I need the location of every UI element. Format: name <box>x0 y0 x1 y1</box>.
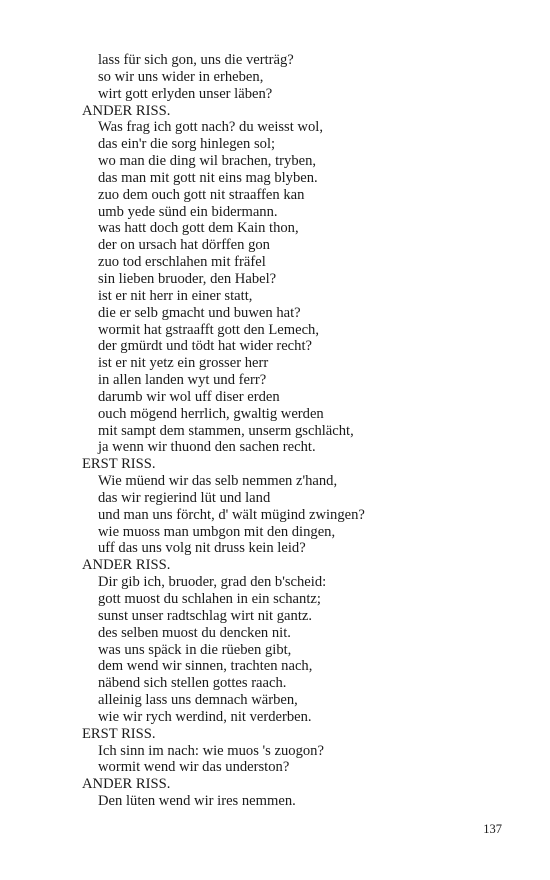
verse-line: Ich sinn im nach: wie muos 's zuogon? <box>98 742 324 759</box>
speaker-label: ANDER RISS. <box>82 557 171 574</box>
verse-line: zuo tod erschlahen mit fräfel <box>98 254 266 271</box>
verse-line: wormit wend wir das underston? <box>98 759 290 776</box>
verse-line: dem wend wir sinnen, trachten nach, <box>98 658 313 675</box>
verse-line: die er selb gmacht und buwen hat? <box>98 304 301 321</box>
verse-line: uff das uns volg nit druss kein leid? <box>98 540 306 557</box>
page-number: 137 <box>483 822 502 836</box>
verse-line: darumb wir wol uff diser erden <box>98 388 280 405</box>
verse-line: näbend sich stellen gottes raach. <box>98 675 287 692</box>
verse-line: was hatt doch gott dem Kain thon, <box>98 220 299 237</box>
verse-line: alleinig lass uns demnach wärben, <box>98 692 298 709</box>
verse-line: zuo dem ouch gott nit straaffen kan <box>98 186 305 203</box>
verse-line: ist er nit herr in einer statt, <box>98 287 253 304</box>
verse-line: sin lieben bruoder, den Habel? <box>98 270 277 287</box>
speaker-label: ANDER RISS. <box>82 776 171 793</box>
verse-line: mit sampt dem stammen, unserm gschlächt, <box>98 422 354 439</box>
verse-line: gott muost du schlahen in ein schantz; <box>98 591 321 607</box>
verse-line: Den lüten wend wir ires nemmen. <box>98 793 296 810</box>
verse-text <box>82 52 502 810</box>
verse-line: wie wir rych werdind, nit verderben. <box>98 708 312 725</box>
verse-line: des selben muost du dencken nit. <box>98 624 291 641</box>
verse-line: so wir uns wider in erheben, <box>98 68 264 85</box>
speaker-label: ERST RISS. <box>82 725 156 742</box>
verse-line: Wie müend wir das selb nemmen z'hand, <box>98 473 338 490</box>
verse-line: in allen landen wyt und ferr? <box>98 372 267 389</box>
verse-line: Was frag ich gott nach? du weisst wol, <box>98 119 323 136</box>
verse-line: wo man die ding wil brachen, tryben, <box>98 153 317 170</box>
verse-line: der gmürdt und tödt hat wider recht? <box>98 338 312 355</box>
speaker-label: ANDER RISS. <box>82 102 171 119</box>
verse-line: ouch mögend herrlich, gwaltig werden <box>98 405 324 422</box>
verse-line: wie muoss man umbgon mit den dingen, <box>98 523 336 540</box>
verse-line: umb yede sünd ein bidermann. <box>98 203 278 220</box>
verse-line: Dir gib ich, bruoder, grad den b'scheid: <box>98 574 327 591</box>
verse-line: wormit hat gstraafft gott den Lemech, <box>98 321 320 338</box>
verse-line: der on ursach hat dörffen gon <box>98 237 270 254</box>
verse-line: das ein'r die sorg hinlegen sol; <box>98 136 276 153</box>
verse-line: ja wenn wir thuond den sachen recht. <box>98 439 316 456</box>
verse-line: lass für sich gon, uns die verträg? <box>98 52 294 68</box>
speaker-label: ERST RISS. <box>82 456 156 473</box>
verse-line: und man uns förcht, d' wält mügind zwingen? <box>98 506 365 523</box>
verse-line: wirt gott erlyden unser läben? <box>98 85 273 102</box>
verse-line: das wir regierind lüt und land <box>98 489 271 506</box>
verse-line: das man mit gott nit eins mag blyben. <box>98 169 318 186</box>
verse-line: ist er nit yetz ein grosser herr <box>98 355 269 372</box>
verse-line: sunst unser radtschlag wirt nit gantz. <box>98 607 312 624</box>
verse-line: was uns späck in die rüeben gibt, <box>98 641 292 658</box>
